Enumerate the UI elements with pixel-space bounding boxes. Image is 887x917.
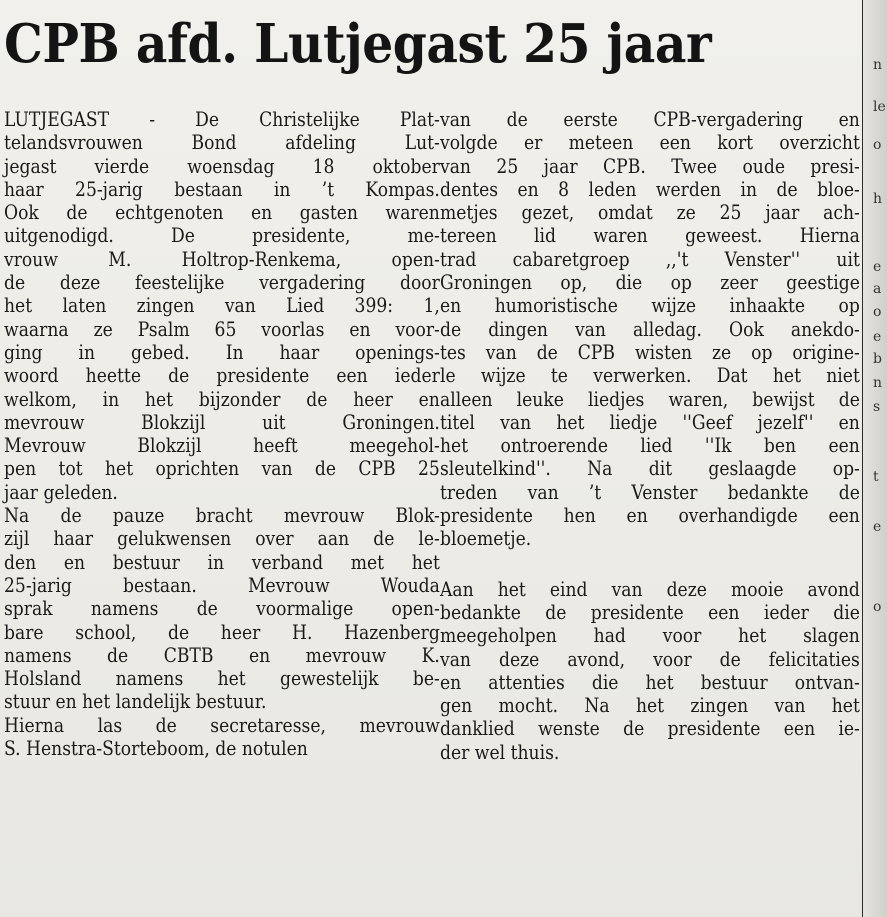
article-line: jaar geleden. bbox=[4, 480, 118, 504]
article-line: van 25 jaar CPB. Twee oude presi- bbox=[440, 154, 860, 178]
article-column-right bbox=[440, 108, 860, 764]
article-line: ging in gebed. In haar openings- bbox=[4, 340, 440, 364]
edge-text-fragment: o bbox=[873, 304, 882, 320]
article-line: S. Henstra-Storteboom, de notulen bbox=[4, 737, 308, 761]
edge-text-fragment: n bbox=[873, 57, 883, 73]
article-line: metjes gezet, omdat ze 25 jaar ach- bbox=[440, 201, 860, 225]
article-line: Mevrouw Blokzijl heeft meegehol- bbox=[4, 434, 440, 458]
article-line: sprak namens de voormalige open- bbox=[4, 597, 440, 621]
adjacent-clipping-edge bbox=[862, 0, 887, 917]
article-line: LUTJEGAST - De Christelijke Plat- bbox=[4, 108, 440, 131]
article-line: mevrouw Blokzijl uit Groningen. bbox=[4, 410, 440, 434]
article-line: bloemetje. bbox=[440, 527, 532, 551]
article-line: danklied wenste de presidente een ie- bbox=[440, 717, 860, 741]
article-line: le wijze te verwerken. Dat het niet bbox=[440, 364, 860, 388]
article-line: en attenties die het bestuur ontvan- bbox=[440, 670, 860, 694]
edge-text-fragment: n bbox=[873, 375, 883, 391]
edge-text-fragment: e bbox=[873, 259, 882, 275]
edge-text-fragment: le bbox=[873, 99, 886, 115]
edge-text-fragment: a bbox=[873, 281, 882, 297]
article-line: Na de pauze bracht mevrouw Blok- bbox=[4, 504, 440, 528]
article-line: Hierna las de secretaresse, mevrouw bbox=[4, 713, 440, 737]
article-line: dentes en 8 leden werden in de bloe- bbox=[440, 177, 860, 201]
article-line: uitgenodigd. De presidente, me- bbox=[4, 224, 440, 248]
edge-text-fragment: e bbox=[873, 329, 882, 345]
article-line: den en bestuur in verband met het bbox=[4, 550, 440, 574]
article-line: treden van ’t Venster bedankte de bbox=[440, 480, 860, 504]
article-line: welkom, in het bijzonder de heer en bbox=[4, 387, 440, 411]
article-line: tereen lid waren geweest. Hierna bbox=[440, 224, 860, 248]
article-line: jegast vierde woensdag 18 oktober bbox=[4, 154, 440, 178]
article-line: bedankte de presidente een ieder die bbox=[440, 600, 860, 624]
article-line: gen mocht. Na het zingen van het bbox=[440, 694, 860, 718]
article-line: alleen leuke liedjes waren, bewijst de bbox=[440, 387, 860, 411]
article-line: de dingen van alledag. Ook anekdo- bbox=[440, 317, 860, 341]
article-line: meegeholpen had voor het slagen bbox=[440, 624, 860, 648]
article-line: presidente hen en overhandigde een bbox=[440, 504, 860, 528]
edge-text-fragment: t bbox=[873, 469, 879, 485]
edge-text-fragment: s bbox=[873, 399, 881, 415]
article-line: het laten zingen van Lied 399: 1, bbox=[4, 294, 440, 318]
article-line: het ontroerende lied ''Ik ben een bbox=[440, 434, 860, 458]
article-line: namens de CBTB en mevrouw K. bbox=[4, 643, 440, 667]
article-line: telandsvrouwen Bond afdeling Lut- bbox=[4, 131, 440, 155]
article-line: Holsland namens het gewestelijk be- bbox=[4, 667, 440, 691]
article-line: de deze feestelijke vergadering door bbox=[4, 271, 440, 295]
article-line: tes van de CPB wisten ze op origine- bbox=[440, 340, 860, 364]
article-line: haar 25-jarig bestaan in ’t Kompas. bbox=[4, 177, 440, 201]
article-column-left bbox=[4, 108, 440, 760]
article-line: der wel thuis. bbox=[440, 740, 560, 764]
article-line: stuur en het landelijk bestuur. bbox=[4, 690, 267, 714]
article-line: Ook de echtgenoten en gasten waren bbox=[4, 201, 440, 225]
headline: CPB afd. Lutjegast 25 jaar bbox=[4, 13, 712, 75]
edge-text-fragment: o bbox=[873, 599, 882, 615]
article-line: 25-jarig bestaan. Mevrouw Wouda bbox=[4, 573, 440, 597]
article-line: woord heette de presidente een ieder bbox=[4, 364, 440, 388]
edge-text-fragment: h bbox=[873, 191, 883, 207]
article-line: bare school, de heer H. Hazenberg bbox=[4, 620, 440, 644]
article-line: vrouw M. Holtrop-Renkema, open- bbox=[4, 247, 440, 271]
article-line: sleutelkind''. Na dit geslaagde op- bbox=[440, 457, 860, 481]
article-line: van deze avond, voor de felicitaties bbox=[440, 647, 860, 671]
article-line: Groningen op, die op zeer geestige bbox=[440, 271, 860, 295]
article-line: waarna ze Psalm 65 voorlas en voor- bbox=[4, 317, 440, 341]
article-line: trad cabaretgroep ,,'t Venster'' uit bbox=[440, 247, 860, 271]
article-line: zijl haar gelukwensen over aan de le- bbox=[4, 527, 440, 551]
article-line bbox=[440, 551, 860, 578]
article-line: volgde er meteen een kort overzicht bbox=[440, 131, 860, 155]
edge-text-fragment: e bbox=[873, 519, 882, 535]
article-line: van de eerste CPB-vergadering en bbox=[440, 108, 860, 131]
edge-text-fragment: o bbox=[873, 137, 882, 153]
article-line: en humoristische wijze inhaakte op bbox=[440, 294, 860, 318]
article-line: pen tot het oprichten van de CPB 25 bbox=[4, 457, 440, 481]
edge-text-fragment: b bbox=[873, 351, 882, 367]
article-line: Aan het eind van deze mooie avond bbox=[440, 577, 860, 601]
article-line: titel van het liedje ''Geef jezelf'' en bbox=[440, 410, 860, 434]
